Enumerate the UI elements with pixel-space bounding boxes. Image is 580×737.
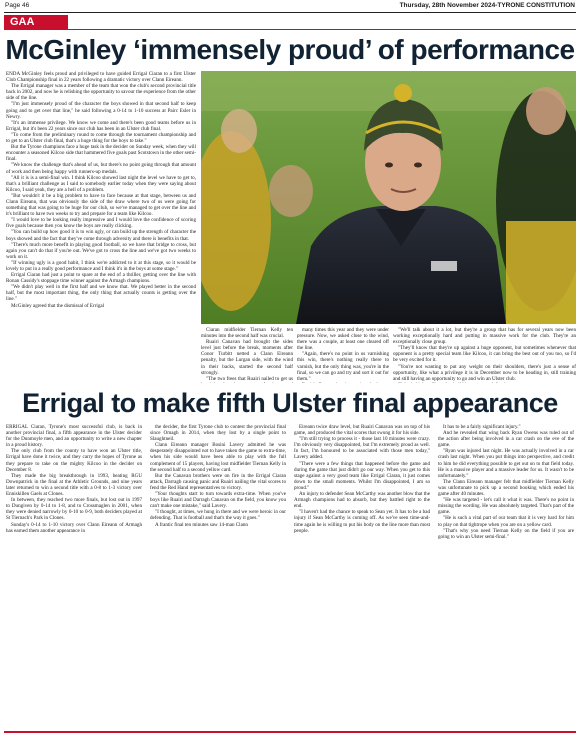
paragraph: But the Tyrone champions face a huge task in the decider on Sunday week, when they will encounter a seasoned Kilcoo side that hammered five goals past Scotstown in the other semi-final. <box>6 144 196 163</box>
paragraph: many times this year and they were under pressure. Now, we asked close to the wind, there was a couple, at least one cleared off the line. <box>297 327 389 352</box>
story1-headline: McGinley ‘immensely proud’ of performance <box>5 34 575 65</box>
paragraph: They made the big breakthrough in 1993, beating RGU Downpatrick in the final at the Athletic Grounds, and nine years later returned to win a second title with a 0-8 to 1-3 victory over Enniskillen Gaels at Clones. <box>6 472 142 498</box>
paragraph <box>297 382 389 383</box>
paragraph: the decider, the first Tyrone club to contest the provincial final since Omagh in 2014, when they lost by a single point to Slaughtneil. <box>150 424 286 443</box>
paragraph: "I'm still trying to process it - those last 10 minutes were crazy. I'm obviously very disappointed, but I'm extremely proud as well. In fact, I'm honoured to be associated with those men today," Lavery added. <box>294 436 430 461</box>
page-number: Page 46 <box>5 2 30 9</box>
paragraph: "Your thoughts start to turn towards extra-time. When you've boys like Ruairi and Darragh Canavan on the field, you know you can't make one mistake," said Lavery. <box>150 491 286 510</box>
paragraph: "We know the challenge that's ahead of us, but there's no point going through that amount of work and then being happy with runners-up medals. <box>6 162 196 175</box>
paragraph: A frantic final ten minutes saw 14-man Clann <box>155 521 248 528</box>
story2-column-1 <box>6 424 142 729</box>
paragraph: "The two frees that Ruairi nailed to get us <box>206 375 293 382</box>
paragraph: McGinley agreed that the dismissal of Errigal <box>11 302 105 309</box>
paragraph: "It's an immense privilege. We know we come and there's been good teams before us in Errigal, but it's been 22 years since our club has been in an Ulster club final. <box>6 119 196 132</box>
paragraph: In between, they reached two more finals, but lost out in 1997 to Dungiven by 0-14 to 1-8, and to Crossmaglen in 2001, when they were denied narrowly by 0-10 to 0-9, both deciders played at St Tiernach's Park in Clones. <box>6 497 142 522</box>
paragraph: An injury to defender Sean McCarthy was another blow that the Armagh champions had to absorb, but they battled right to the end. <box>294 491 430 510</box>
header-rule <box>4 12 576 13</box>
paragraph: But the Canavan brothers were on fire in the Errigal Ciaran attack, Darragh causing panic and Ruairi nailing the vital scores to fend the Red Hand representatives to victory. <box>150 472 286 491</box>
paragraph: The only club from the county to have won an Ulster title, Errigal have done it twice, and they carry the hopes of Tyrone as they prepare to take on the mighty Kilcoo in the decider on December 8. <box>6 448 142 473</box>
issue-date: Thursday, 28th November 2024-TYRONE CONSTITUTION <box>399 2 575 9</box>
paragraph: Sunday's 0-14 to 1-10 victory over Clann Eireann of Armagh has earned them another appearance in <box>6 521 142 534</box>
paragraph: "You can build up how good it is to win ugly, or can build up the strength of character the boys showed and the fact that they've come through adversity and there is benefits in that. <box>6 229 196 242</box>
paragraph: "I haven't had the chance to speak to Sean yet. It has to be a bad injury if Sean McCarthy is coming off. As we've seen time-and-time again he is willing to put his body on the line more than most people. <box>294 509 430 534</box>
paragraph: And he revealed that wing back Ryan Owens was ruled out of the action after being involved in a car crash on the eve of the game. <box>438 430 574 449</box>
paragraph: "I thought, at times, we hung in there and we were heroic in our defending. That is football and that's the way it goes." <box>150 509 286 522</box>
paragraph: Ruairi Canavan had brought the sides level just before the break, moments after Conor Turbitt netted a Clann Eireann penalty, but the Lurgan side, with the wind in their backs, started the second half strongly. <box>201 339 293 376</box>
paragraph: "I'm just immensely proud of the character the boys showed in that second half to keep going and to get over that line," he said following a 0-14 to 1-10 success at Pairc Esler in Newry. <box>6 101 196 120</box>
paragraph: "I would love to be looking really impressive and I would love the confidence of scoring five goals because then you know the boys are really clicking. <box>6 217 196 230</box>
section-rule <box>68 29 576 30</box>
paragraph: It has to be a fairly significant injury." <box>443 424 521 430</box>
story2-column-2 <box>150 424 286 729</box>
paragraph: "If winning ugly is a good habit, I think we're addicted to it at this stage, so it would be lovely to put in a really good performance and I think it's in the boys at some stage." <box>6 259 196 272</box>
paragraph: "We'll talk about it a lot, but they're a group that has for several years now been working exceptionally hard and putting in massive work for the club. They're an exceptionally close group. <box>393 327 576 346</box>
story1-column-2 <box>201 327 293 383</box>
paragraph: "We didn't play well in the first half and we know that. We played better in the second half, but the most important thing, the only thing that actually counts is getting over the line." <box>6 284 196 303</box>
photo-image <box>201 71 576 324</box>
paragraph: "There's much more benefit in playing good football, so we have that bridge to cross, but again you can't do that if you're out. We've got to cross the line and we've got two weeks to work on it. <box>6 241 196 260</box>
story1-column-3 <box>297 327 389 383</box>
paragraph: "To come from the preliminary round to come through the tournament championship and to get to an Ulster club final, that's a huge thing for the boys to take." <box>6 131 196 145</box>
paragraph: The Errigal manager was a member of the team that won the club's second provincial title back in 2002, and now he is relishing the opportunity to savour the experience from the other side of the line. <box>6 83 196 102</box>
match-photo <box>201 71 576 324</box>
paragraph: "That's why you need Tiernan Kelly on the field if you are going to win an Ulster semi-final." <box>438 527 574 540</box>
story1-column-1 <box>6 71 196 383</box>
paragraph: The Clann Eireann manager felt that midfielder Tiernan Kelly was unfortunate to pick up a second booking which ended his game after 40 minutes. <box>438 478 574 498</box>
paragraph <box>393 382 576 383</box>
paragraph: ENDA McGinley feels proud and privileged to have guided Errigal Ciaran to a first Ulster Club Championship final in 22 years following a dramatic victory over Clann Eireann. <box>6 71 196 84</box>
paragraph: Eireann twice draw level, but Ruairi Canavan was on top of his game, and produced the vital scores that swung it for his side. <box>294 424 430 437</box>
story1-column-4 <box>393 327 576 383</box>
paragraph: "Ryan was injured last night. He was actually involved in a car crash last night. When you put things into perspective, and credit to him he did everything possible to get out on to that field today. He is a massive player and a massive leader for us. It wasn't to be unfortunately." <box>438 448 574 479</box>
paragraph: ERRIGAL Ciaran, Tyrone's most successful club, is back in another provincial final, a fifth appearance in the Ulster decider for the Dunmoyle men, and an opportunity to write a new chapter in a proud history. <box>6 424 142 449</box>
paragraph: "He was targeted - let's call it what it was. There's no point in missing the wording. He was absolutely targeted. That's part of the game. <box>438 497 574 516</box>
paragraph: Ciaran midfielder Tiernan Kelly ten minutes into the second half was crucial. <box>201 327 293 340</box>
paragraph: "All it is is a semi-final win. I think Kilcoo showed last night the level we have to get to, that's a brilliant challenge as I said to somebody earlier today when they were saying about Kilcoo, I said yeah, they are a hell of a problem. <box>6 174 196 193</box>
paragraph: "They'll know that they're up against a huge opponent, but sometimes whenever that opponent is a pretty special team like Kilcoo, it can bring the best out of you too, so I'd be very excited for it. <box>393 345 576 364</box>
paragraph: "There were a few things that happened before the game and during the game that just didn't go our way. When you get to this stage against a very good team like Errigal Ciaran, it just comes down to the small moments. Whilst I'm disappointed, I am so proud." <box>294 460 430 491</box>
story2-column-3 <box>294 424 430 729</box>
paragraph: "Again, there's no point in us varnishing this win, there's nothing really there to varnish, but the only thing was, you're in the final, so we can go and try and sort it out for them." <box>297 351 389 382</box>
paragraph: "He is such a vital part of our team that it is very hard for him to play on that tightrope when you are on a yellow card. <box>438 515 574 528</box>
footer-rule <box>4 731 576 733</box>
paragraph: "You're not wanting to put any weight on their shoulders, there's just a sense of opportunity, like what a privilege it is in December now to be heading in, still training and still having an opportunity to go and win an Ulster club. <box>393 363 576 382</box>
story2-headline: Errigal to make fifth Ulster final appearance <box>22 388 558 418</box>
paragraph: Clann Eireann manager Bosini Lavery admitted he was desperately disappointed not to have taken the game to extra-time, when his side would have been able to play with the full complement of 15 players, having lost midfielder Tiernan Kelly in the second half to a second yellow card. <box>150 442 286 473</box>
section-label: GAA <box>4 15 68 30</box>
paragraph: "But wouldn't it be a big problem to have to face because at that stage, between us and Clann Eireann, that was obviously the side of the draw where two of us were going for something that was going to be huge for our club, so we've managed to get over the line and it's brilliant to have two weeks to try and prepare for a team like Kilcoo. <box>6 192 196 218</box>
story2-column-4 <box>438 424 574 729</box>
paragraph: Errigal Ciaran had just a point to spare at the end of a thriller, getting over the line with Ronan Cassidy's stoppage time winner against the Armagh champions. <box>6 272 196 285</box>
page-header <box>0 0 580 12</box>
